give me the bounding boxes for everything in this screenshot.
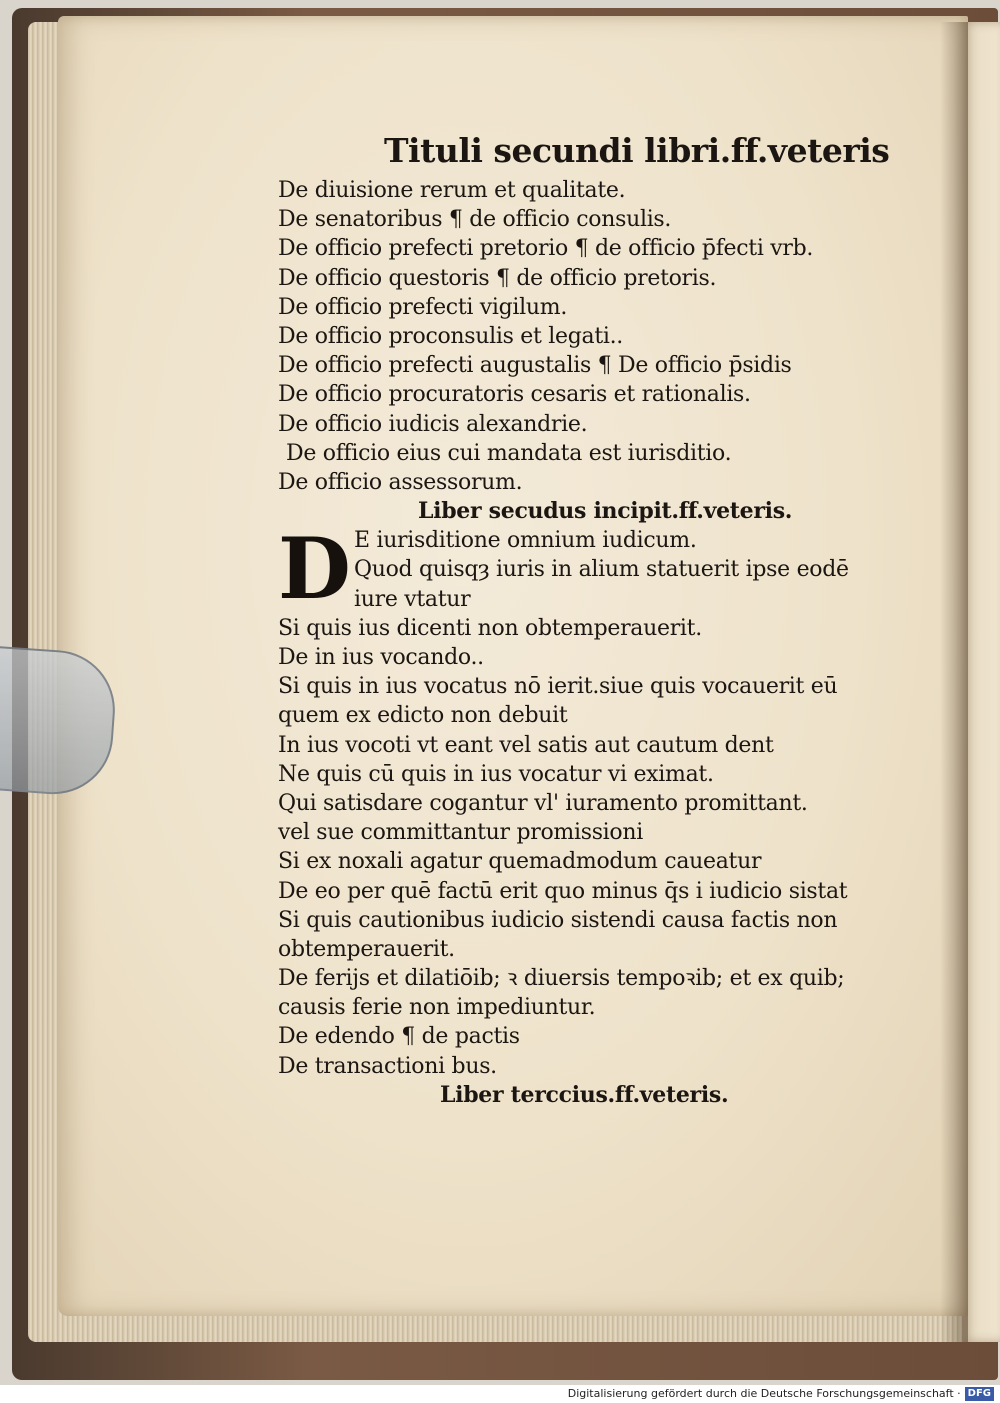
title-line: In ius vocoti vt eant vel satis aut cautum dent bbox=[278, 732, 774, 758]
title-line: De officio prefecti augustalis ¶ De officio p̄sidis bbox=[278, 353, 792, 379]
page-text bbox=[278, 130, 918, 1110]
title-line: De officio iudicis alexandrie. bbox=[278, 411, 588, 437]
title-line: De transactioni bus. bbox=[278, 1053, 497, 1079]
title-line: Si quis cautionibus iudicio sistendi causa factis non bbox=[278, 907, 838, 933]
dfg-logo: DFG bbox=[965, 1387, 994, 1401]
title-list-bottom bbox=[278, 614, 918, 1081]
title-line: obtemperauerit. bbox=[278, 936, 455, 962]
title-line: De officio assessorum. bbox=[278, 469, 523, 495]
section-heading: Liber secudus incipit.ff.veteris. bbox=[418, 498, 793, 525]
closing-heading: Liber terccius.ff.veteris. bbox=[440, 1081, 729, 1108]
title-line: De senatoribus ¶ de officio consulis. bbox=[278, 207, 672, 233]
title-line: De officio prefecti pretorio ¶ de officio p̄fecti vrb. bbox=[278, 236, 814, 262]
title-line: De officio procuratoris cesaris et rationalis. bbox=[278, 382, 751, 408]
title-line: De officio questoris ¶ de officio pretoris. bbox=[278, 265, 717, 291]
title-list-top bbox=[278, 176, 918, 497]
title-line: causis ferie non impediuntur. bbox=[278, 995, 596, 1021]
dropcap-line: iure vtatur bbox=[354, 586, 471, 612]
dropcap-text bbox=[354, 526, 849, 614]
title-line: De eo per quē factū erit quo minus q̄s i iudicio sistat bbox=[278, 878, 848, 904]
title-line: De ferijs et dilatiōib; ꝛ diuersis tempoꝛib; et ex quib; bbox=[278, 966, 845, 992]
title-line: Ne quis cū quis in ius vocatur vi eximat. bbox=[278, 761, 714, 787]
page-gutter bbox=[940, 22, 968, 1342]
title-line: De edendo ¶ de pactis bbox=[278, 1024, 520, 1050]
dropcap-line: E iurisditione omnium iudicum. bbox=[354, 528, 697, 554]
title-line: Si quis in ius vocatus nō ierit.siue quis vocauerit eū bbox=[278, 674, 838, 700]
title-line: De diuisione rerum et qualitate. bbox=[278, 178, 626, 203]
dropcap-letter: D bbox=[278, 519, 351, 619]
title-line: Si ex noxali agatur quemadmodum caueatur bbox=[278, 849, 762, 875]
dropcap-block bbox=[278, 519, 918, 619]
title-line: De in ius vocando.. bbox=[278, 645, 484, 671]
title-line: De officio prefecti vigilum. bbox=[278, 294, 568, 320]
title-line: vel sue committantur promissioni bbox=[278, 820, 643, 846]
dropcap-line: Quod quisqȝ iuris in alium statuerit ipse eodē bbox=[354, 557, 849, 583]
title-line: De officio eius cui mandata est iurisditio. bbox=[286, 440, 732, 466]
footer-bar bbox=[0, 1385, 1000, 1403]
footer-credit: Digitalisierung gefördert durch die Deutsche Forschungsgemeinschaft · bbox=[567, 1387, 961, 1400]
title-line: quem ex edicto non debuit bbox=[278, 703, 568, 729]
title-line: Si quis ius dicenti non obtemperauerit. bbox=[278, 615, 702, 641]
page-heading: Tituli secundi libri.ff.veteris bbox=[384, 131, 890, 170]
title-line: Qui satisdare cogantur vl' iuramento promittant. bbox=[278, 790, 808, 816]
title-line: De officio proconsulis et legati.. bbox=[278, 323, 623, 349]
